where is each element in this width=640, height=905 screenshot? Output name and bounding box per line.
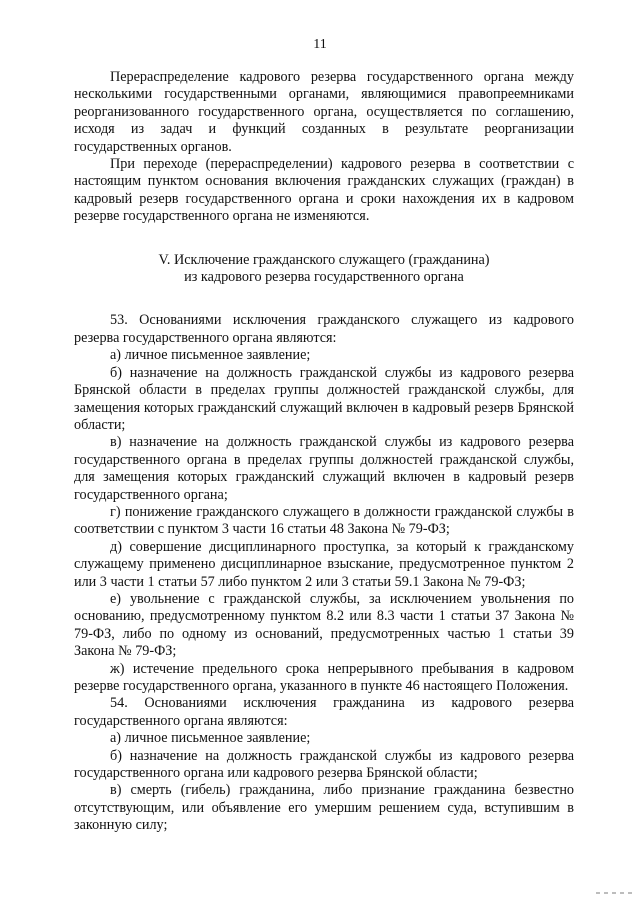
item-54-v: в) смерть (гибель) гражданина, либо признание гражданина безвестно отсутствующим, или объявление его умершим решением суда, вступившим в законную силу; <box>74 782 574 834</box>
item-53-paragraph: 53. Основаниями исключения гражданского служащего из кадрового резерва государственного органа являются: <box>74 312 574 346</box>
item-54-a: а) личное письменное заявление; <box>110 730 311 747</box>
item-53-g: г) понижение гражданского служащего в должности гражданской службы в соответствии с пунктом 3 части 16 статьи 48 Закона № 79-ФЗ; <box>74 503 574 538</box>
section-heading-line-1: V. Исключение гражданского служащего (гражданина) <box>158 251 490 268</box>
item-53-v: в) назначение на должность гражданской службы из кадрового резерва государственного органа в пределах группы должностей гражданской службы, для замещения которых гражданский служащий включен в кадровый резерв государственного органа; <box>74 434 574 503</box>
item-53-zh: ж) истечение предельного срока непрерывного пребывания в кадровом резерве государственного органа, указанного в пункте 46 настоящего Положения. <box>74 660 574 694</box>
document-body <box>74 69 574 835</box>
item-53-a: а) личное письменное заявление; <box>110 347 311 364</box>
item-53-d: д) совершение дисциплинарного проступка, за который к гражданскому служащему применено дисциплинарное взыскание, предусмотренное пунктом 2 или 3 части 1 статьи 57 либо пунктом 2 или 3 статьи 59.1 Закона № 79-ФЗ; <box>74 538 574 590</box>
item-53-b: б) назначение на должность гражданской службы из кадрового резерва Брянской области в пределах группы должностей гражданской службы, для замещения которых гражданский служащий включен в кадровый резерв Брянской области; <box>74 364 574 433</box>
item-53-e: е) увольнение с гражданской службы, за исключением увольнения по основанию, предусмотренному пунктом 8.2 или 8.3 части 1 статьи 37 Закона № 79-ФЗ, либо по одному из оснований, предусмотренных частью 1 статьи 39 Закона № 79-ФЗ; <box>74 590 574 660</box>
section-heading-line-2: из кадрового резерва государственного органа <box>184 269 464 286</box>
item-54-b: б) назначение на должность гражданской службы из кадрового резерва государственного органа или кадрового резерва Брянской области; <box>74 747 574 782</box>
item-54-paragraph: 54. Основаниями исключения гражданина из кадрового резерва государственного органа являются: <box>74 695 574 729</box>
page-number: 11 <box>313 37 327 52</box>
intro-paragraph-2: При переходе (перераспределении) кадрового резерва в соответствии с настоящим пунктом основания включения гражданских служащих (граждан) в кадровый резерв государственного органа и сроки нахождения их в кадровом резерве государственного органа не изменяются. <box>74 156 574 225</box>
intro-paragraph-1: Перераспределение кадрового резерва государственного органа между несколькими государственными органами, являющимися правопреемниками реорганизованного государственного органа, осуществляется по соглашению, исходя из задач и функций созданных в результате реорганизации государственных органов. <box>74 69 574 155</box>
scan-artifact-marks <box>596 892 634 895</box>
